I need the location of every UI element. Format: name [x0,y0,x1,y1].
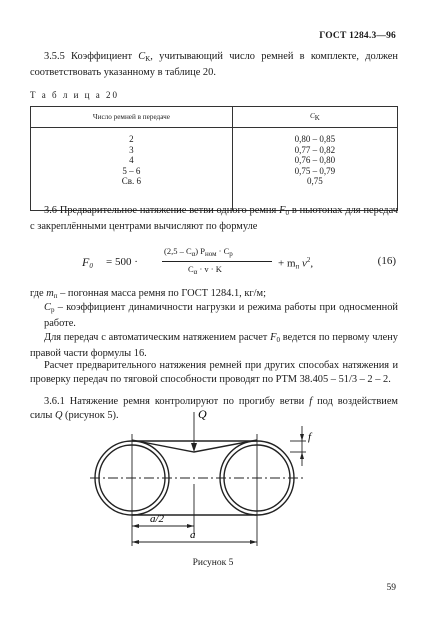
table-cell: 2 [129,134,134,144]
force-q-arrowhead [191,443,197,452]
table-cell: 0,80 – 0,85 [294,134,336,144]
where-cp: $C_p$ – коэффициент динамичности нагрузки и режима работы при односменной работе. [44,302,398,329]
text: 3.5.5 Коэффициент [44,51,139,62]
fraction-bar [162,261,272,262]
subscript: K [145,55,151,63]
table-cell: 0,77 – 0,82 [294,144,336,155]
where-mp: где $m_п$ – погонная масса ремня по ГОСТ 1284.1, кг/м; [30,288,267,300]
formula-denominator: $C_\alpha \cdot v \cdot K$ [188,264,222,276]
table-cell: 3 [129,144,134,155]
paragraph-other-methods: Расчет предварительного натяжения ремней при других способах натяжения и проверку передач по тяговой способности проводят по РТМ 38.405 – 51/3 – 2 – 2. [30,360,398,385]
table-cell: Св. 6 [121,176,142,187]
table-header-ck: CK [232,107,397,128]
table-header-count: Число ремней в передаче [31,107,233,128]
label-a-half: a/2 [150,513,165,525]
label-a: a [190,529,196,541]
formula-numerator: $(2,5 - C_\alpha)$ $P_{ном} \cdot C_p$ [164,246,233,258]
figure-caption: Рисунок 5 [192,558,234,568]
table-col-count [31,128,233,211]
table-cell: 4 [129,155,134,166]
text: , учитывающий число ремней в комплекте, должен соответствовать указанному в таблице 20. [30,51,398,78]
figure-belt-drive [90,406,340,550]
table-col-ck [232,128,397,211]
formula-number: (16) [377,255,396,267]
page-header: ГОСТ 1284.3—96 [319,31,396,41]
label-q: Q [198,407,207,421]
table-cell: 5 – 6 [122,165,141,176]
table-cell: 0,75 – 0,79 [294,165,336,176]
page-number: 59 [386,583,396,593]
paragraph-3-5-5 [30,50,398,80]
paragraph-3-6: 3.6 Предварительное натяжение ветви одного ремня $F_0$ в ньютонах для передач с закреплёнными центрами вычисляют по формуле [30,205,398,232]
symbol: C [138,51,146,62]
table-cell: 0,75 [307,176,323,187]
formula-16: $F_0$ = 500 · $(2,5 - C_\alpha)$ $P_{ном} \cdot C_p$ $C_\alpha \cdot v \cdot K$ + $m_п$ $v^2$, [82,246,314,276]
paragraph-3-6-1: 3.6.1 Натяжение ремня контролируют по прогибу ветви f под воздействием силы Q (рисунок 5). [30,396,399,421]
paragraph-auto-tension: Для передач с автоматическим натяжением расчет $F_0$ ведется по первому члену правой части формулы 16. [30,332,398,359]
table-caption: Т а б л и ц а 20 [30,90,119,100]
table-cell: 0,76 – 0,80 [294,155,336,166]
label-f: f [308,431,312,443]
table-20 [30,106,398,211]
